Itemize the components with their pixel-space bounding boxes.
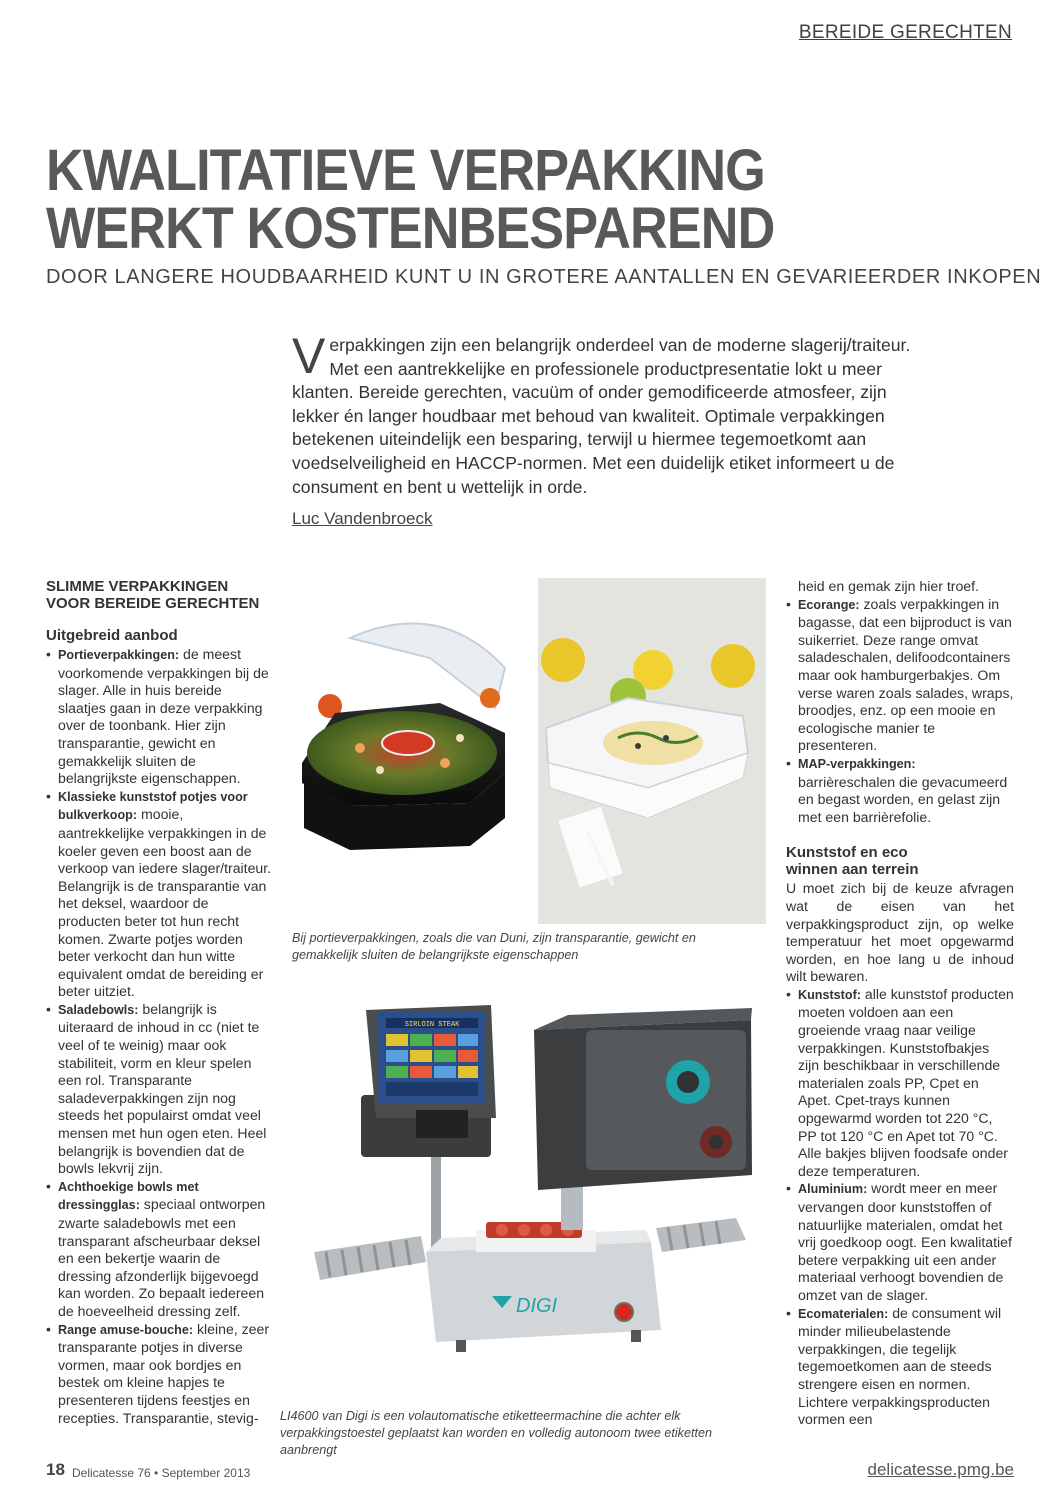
headline-line-2: WERKT KOSTENBESPAREND	[46, 196, 775, 261]
machine-caption: LI4600 van Digi is een volautomatische etiketteermachine die achter elk verpakkingstoestel geplaatst kan worden en volledig autonoom twee etiketten aanbrengt	[280, 1409, 712, 1457]
list-item	[786, 1305, 1014, 1429]
list-item-term: Achthoekige bowls met dressingglas:	[58, 1179, 199, 1213]
list-item-text: alle kunststof producten moeten voldoen aan een groeiende vraag naar veilige verpakkingen. Kunststofbakjes zijn beschikbaar in verschillende materialen zoals PP, Cpet en Apet. Cpet-trays kunnen opgewarmd worden tot 220 °C, PP tot 120 °C en Apet tot 70 °C. Alle bakjes blijven foodsafe onder deze temperaturen.	[798, 985, 1014, 1179]
headline	[46, 138, 856, 261]
list-item-term: Range amuse-bouche:	[58, 1322, 194, 1337]
right-subheading-line-1: Kunststof en eco	[786, 844, 908, 862]
list-item	[46, 1321, 272, 1428]
left-subheading: Uitgebreid aanbod	[46, 627, 178, 644]
list-item	[46, 646, 272, 788]
list-item	[786, 1180, 1014, 1304]
left-column-heading	[46, 578, 272, 612]
photo-salad-bowl	[290, 578, 520, 924]
list-item-term: Portieverpakkingen:	[58, 648, 180, 662]
list-item-term: MAP-verpakkingen:	[798, 756, 916, 771]
intro-text: erpakkingen zijn een belangrijk onderdeel van de moderne slagerij/traiteur. Met een aantrekkelijke en professionele productpresentatie lokt u meer klanten. Bereide gerechten, vacuüm of onder gemodificeerde atmosfeer, zijn lekker én langer houdbaar met behoud van kwaliteit. Optimale verpakkingen betekenen uiteindelijk een besparing, terwijl u hiermee tegemoetkomt aan voedselveiligheid en HACCP-normen. Met een duidelijk etiket informeert u de consument en bent u wettelijk in orde.	[292, 335, 911, 497]
list-item-term: Saladebowls:	[58, 1002, 139, 1017]
list-item	[46, 1178, 272, 1321]
website-link[interactable]: delicatesse.pmg.be	[867, 1460, 1014, 1479]
list-item-text: belangrijk is uiteraard de inhoud in cc (niet te veel of te weinig) maar ook stabiliteit, vorm en kleur spelen een rol. Transparante saladeverpakkingen zijn nog steeds het populairst omdat veel mensen met hun ogen eten. Heel belangrijk is bovendien dat de bowls lekvrij zijn.	[58, 1000, 267, 1177]
list-item-term: Kunststof:	[798, 987, 861, 1002]
right-subheading-line-2: winnen aan terrein	[786, 861, 919, 879]
photo-pasta-tray	[538, 578, 766, 924]
emergency-stop-icon	[615, 1303, 633, 1321]
list-item-text: zoals verpakkingen in bagasse, dat een bijproduct is van suikerriet. Deze range omvat saladeschalen, delifoodcontainers maar ook hamburgerbakjes. Om verse waren zoals salades, wraps, broodjes, enz. op een mooie en ecologische manier te presenteren.	[798, 595, 1014, 754]
digi-brand-label: DIGI	[516, 1295, 558, 1317]
headline-line-1: KWALITATIEVE VERPAKKING	[46, 138, 765, 203]
right-continuation-text: heid en gemak zijn hier troef.	[798, 578, 979, 594]
list-item	[46, 1001, 272, 1178]
left-column	[46, 578, 272, 1427]
list-item	[786, 596, 1014, 755]
list-item-text: de meest voorkomende verpakkingen bij de slager. Alle in huis bereide slaatjes gaan in deze verpakking over de toonbank. Hier zijn transparantie, gewicht en gemakkelijk sluiten de belangrijkste eigenschappen.	[58, 646, 269, 787]
right-bullet-list-b	[786, 986, 1014, 1429]
list-item-text: speciaal ontworpen zwarte saladebowls met een transparant afscheurbaar deksel en een bekertje waarin de dressing afzonderlijk bijgevoegd kan worden. Zo bepaalt iedereen de hoeveelheid dressing zelf.	[58, 1196, 266, 1319]
right-paragraph: U moet zich bij de keuze afvragen wat de eisen van het verpakkingsproduct zijn, op welke temperatuur het moet opgewarmd worden, en hoe lang u de inhoud wilt bewaren.	[786, 880, 1014, 985]
right-subheading	[786, 844, 1014, 878]
terminal-screen-title: SIRLOIN STEAK	[404, 1021, 460, 1029]
right-bullet-list-a	[786, 596, 1014, 827]
list-item	[46, 788, 272, 1001]
list-item-term: Ecorange:	[798, 597, 860, 612]
author-byline[interactable]: Luc Vandenbroeck	[292, 509, 433, 528]
salad-bowl-image	[290, 578, 520, 924]
photo-labeling-machine	[306, 990, 762, 1370]
list-item	[786, 755, 1014, 826]
section-label[interactable]: BEREIDE GERECHTEN	[798, 22, 1012, 43]
left-heading-line-1: SLIMME VERPAKKINGEN	[46, 578, 229, 595]
list-item-text: mooie, aantrekkelijke verpakkingen in de koeler geven een boost aan de verkoop van iedere slager/traiteur. Belangrijk is de transparantie van het deksel, waardoor de producten beter tot hun recht komen. Zwarte potjes worden beter verkocht dan hun witte equivalent omdat de bereiding er beter uitziet.	[58, 806, 272, 1000]
list-item-text: barrièreschalen die gevacumeerd en begast worden, en gelast zijn met een barrièrefolie.	[798, 773, 1008, 825]
magazine-issue: Delicatesse 76 • September 2013	[72, 1466, 251, 1480]
pasta-tray-image	[538, 578, 766, 924]
right-column	[786, 578, 1014, 1429]
subheadline: DOOR LANGERE HOUDBAARHEID KUNT U IN GROTERE AANTALLEN EN GEVARIEERDER INKOPEN	[46, 266, 1042, 288]
list-item-text: de consument wil minder milieubelastende verpakkingen, die tegelijk tegemoetkomen aan de steeds strengere eisen en normen. Lichtere verpakkingsproducten vormen een	[798, 1304, 1002, 1428]
list-item-text: wordt meer en meer vervangen door kunststoffen of natuurlijke materialen, omdat het vrij goedkoop oogt. Een kwalitatief betere verpakking uit een ander materiaal verhoogt bovendien de omzet van de slager.	[798, 1180, 1012, 1303]
page-number: 18	[46, 1460, 65, 1479]
photo-caption: Bij portieverpakkingen, zoals die van Duni, zijn transparantie, gewicht en gemakkelijk sluiten de belangrijkste eigenschappen	[292, 931, 696, 962]
list-item-term: Klassieke kunststof potjes voor bulkverkoop:	[58, 789, 248, 823]
list-item-text: kleine, zeer transparante potjes in diverse vormen, maar ook bordjes en bestek om kleine hapjes te presenteren tijdens feestjes en recepties. Transparantie, stevig-	[58, 1320, 270, 1426]
left-bullet-list	[46, 646, 272, 1427]
left-heading-line-2: VOOR BEREIDE GERECHTEN	[46, 595, 260, 612]
list-item-term: Ecomaterialen:	[798, 1306, 889, 1321]
labeling-machine-image	[306, 990, 762, 1370]
list-item-term: Aluminium:	[798, 1182, 868, 1197]
intro-paragraph	[292, 328, 932, 499]
drop-cap: V	[292, 328, 326, 384]
list-item	[786, 986, 1014, 1181]
